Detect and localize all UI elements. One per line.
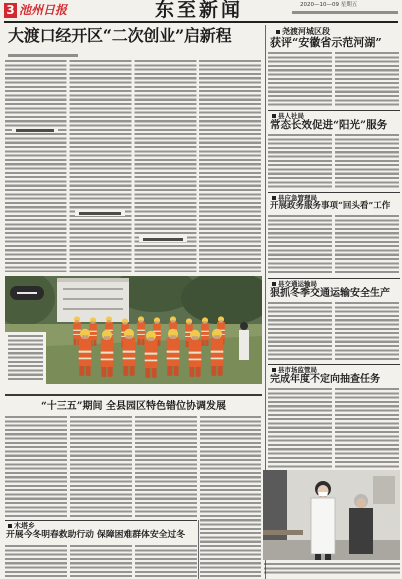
feature-article-body <box>200 416 261 577</box>
story-headline: 常态长效促进“阳光”服务 <box>270 119 388 131</box>
lead-subhead <box>75 210 125 216</box>
editor-credits-line <box>292 11 398 14</box>
masthead-rule <box>4 21 398 23</box>
feature-rule <box>5 394 262 396</box>
story-body <box>268 388 399 468</box>
story-kicker: 木塔乡 <box>8 522 35 530</box>
lead-subhead <box>12 127 58 133</box>
lead-byline <box>8 54 78 57</box>
bottom-story-rule <box>5 520 197 521</box>
story-kicker: 县市场监管局 <box>272 366 317 374</box>
story-kicker: 县交通运输局 <box>272 280 317 288</box>
photo-column-badge <box>10 286 44 300</box>
story-body <box>268 52 399 108</box>
story-divider <box>268 110 400 111</box>
photo-caption-box <box>5 332 46 384</box>
newspaper-logo: 池州日报 <box>19 3 68 17</box>
story-kicker: 县应急管理局 <box>272 194 317 202</box>
issue-date: 2020—10—09 星期五 <box>300 2 358 8</box>
photo-caption-text <box>264 563 400 576</box>
story-divider <box>268 278 400 279</box>
feature-article-body <box>5 416 197 518</box>
lead-article-body <box>5 60 261 272</box>
page-number-badge: 3 <box>4 3 17 18</box>
story-headline: 狠抓冬季交通运输安全生产 <box>270 288 390 299</box>
feature-headline: “十三五”期间 全县园区特色错位协调发展 <box>41 401 226 412</box>
story-divider <box>268 192 400 193</box>
photo-caption-text <box>8 335 43 381</box>
story-kicker: 尧渡河城区段 <box>276 27 330 36</box>
bottom-story-divider <box>198 520 199 579</box>
story-body <box>268 134 399 190</box>
bottom-story-headline: 开展今冬明春救助行动 保障困难群体安全过冬 <box>6 530 186 540</box>
lead-subhead <box>139 236 187 242</box>
story-body <box>268 215 399 275</box>
lead-headline: 大渡口经开区“二次创业”启新程 <box>8 26 232 45</box>
bottom-article-body <box>5 545 197 577</box>
health-visit-photo <box>263 470 400 560</box>
story-divider <box>268 364 400 365</box>
story-headline: 获评“安徽省示范河湖” <box>270 36 382 49</box>
story-kicker: 县人社局 <box>272 112 304 120</box>
story-headline: 完成年度不定向抽查任务 <box>270 374 380 385</box>
section-title: 东至新闻 <box>155 0 244 21</box>
story-body <box>268 302 399 362</box>
story-headline: 开展政务服务事项“回头看”工作 <box>270 201 391 211</box>
